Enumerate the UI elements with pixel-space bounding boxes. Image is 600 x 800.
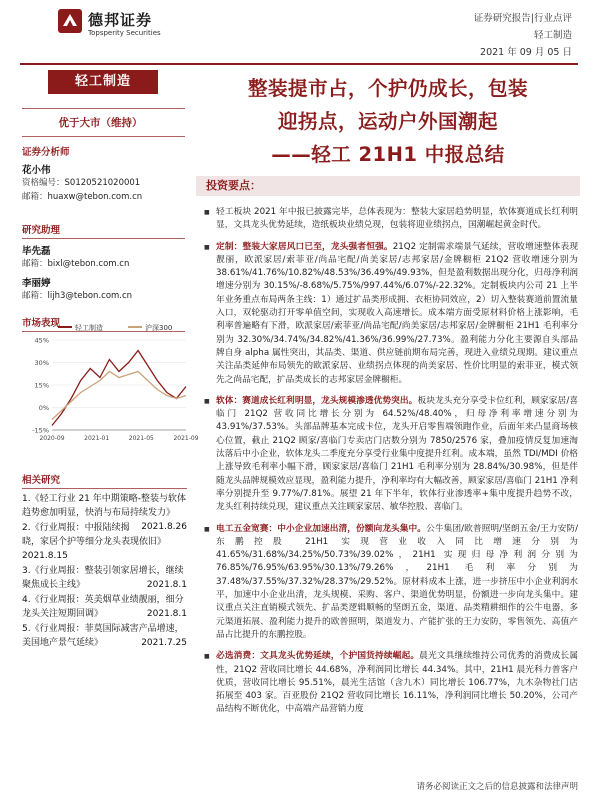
performance-chart-svg [22, 318, 199, 448]
divider [22, 488, 187, 489]
related-report-title: 5.《行业周报：菲莫国际减害产品增速，美国地产景气延续》 [22, 624, 184, 648]
related-section-title: 相关研究 [22, 475, 61, 486]
company-logo [58, 6, 178, 40]
brand-name-cn: 德邦证券 [88, 11, 153, 29]
assistant-email [22, 257, 185, 271]
title-line: 整装提市占，个护仍成长，包装 [247, 77, 528, 100]
key-point-text: 晨光文具继续维持公司优秀的消费成长属性，21Q2 营收同比增长 44.68%，净利润同比增长 44.34%。其中，21H1 晨光科力普客户优质，营收同比增长 95.51%，晨光生活馆（含九木）同比增长 106.77%，九木杂物社门店拓展至 403 家。百亚股份 21Q2 营收同比增长 16.11%，净利润同比增长 50.20%，公司产品结构不断优化，中高端产品营销力度 [216, 651, 579, 715]
key-point [204, 395, 578, 515]
report-sector: 轻工制造 [533, 30, 572, 41]
related-report[interactable] [22, 564, 187, 592]
left-sidebar [22, 70, 185, 332]
report-date: 2021 年 09 月 05 日 [480, 47, 572, 58]
related-report-title: 3.《行业周报：整装引领家居增长，继续聚焦成长主线》 [22, 566, 184, 590]
report-meta [474, 10, 572, 61]
y-tick-label: 15% [34, 381, 49, 390]
analyst-cert [22, 176, 185, 190]
cert-label: 资格编号： [22, 178, 65, 188]
logo-mark-icon [58, 9, 82, 33]
rating: 优于大市（维持） [58, 117, 143, 129]
series-line [52, 351, 186, 426]
related-report-date: 2021.8.26 [141, 522, 187, 532]
key-point [204, 206, 578, 233]
legend-label: 沪深300 [145, 324, 173, 332]
brand-name-en: Topsperity Securities [88, 29, 161, 37]
key-point-text: 公牛集团/欧普照明/坚朗五金/王力安防/东鹏控股 21H1 实现营业收入同比增速分别为 41.65%/31.68%/34.25%/50.73%/39.02%，21H1 实现归母净利润分别为 76.85%/76.95%/63.95%/30.13%/79.26%，21H1 毛利率分别为 37.48%/37.55%/37.32%/28.37%/29.52%。原材料成本上涨，进一步挤压中小企业利润水平，加速中小企业出清，龙头规模、采购、客户、渠道优势明显，份额进一步向龙头集中。建议重点关注直销模式领先、扩品类逻辑顺畅的坚朗五金，渠道、品类精耕细作的公牛电器，多元渠道拓展、盈利能力提升的欧普照明，渠道发力、产能扩张的王力安防，零售领先、高值产品占比提升的东鹏控股。 [216, 523, 578, 640]
key-point [204, 241, 578, 387]
key-point-lead: 软体：赛道成长红利明显，龙头规模渗透优势突出。 [216, 395, 418, 406]
email-link[interactable]: lijh3@tebon.com.cn [47, 291, 133, 301]
x-tick-label: 2021-05 [128, 435, 154, 442]
related-report[interactable] [22, 593, 187, 621]
email-link[interactable]: huaxw@tebon.com.cn [47, 192, 143, 202]
y-tick-label: 45% [34, 336, 49, 345]
related-report-date: 2021.8.1 [146, 609, 187, 619]
analyst-section-title: 证券分析师 [22, 147, 70, 158]
y-tick-label: -15% [32, 426, 49, 435]
key-point-text: 轻工板块 2021 年中报已披露完毕，总体表现为：整装大家居趋势明显，软体赛道成长红利明显，文具龙头优势延续，造纸板块业绩兑现，包装将迎业绩拐点，国潮崛起黄金时代。 [216, 207, 578, 231]
related-report-title: 2.《行业周报：中报陆续揭晓，家居个护等细分龙头表现依旧》 [22, 523, 167, 547]
related-report-title: 1.《轻工行业 21 年中期策略-整装与软体趋势愈加明显，快消与布局持续发力》 [22, 494, 187, 518]
key-point-lead: 电工五金宽赛：中小企业加速出清，份额向龙头集中。 [216, 523, 427, 534]
key-point [204, 650, 578, 716]
related-report[interactable] [22, 492, 187, 532]
email-link[interactable]: bixl@tebon.com.cn [47, 259, 130, 269]
x-tick-label: 2020-09 [39, 435, 65, 442]
x-tick-label: 2021-09 [173, 435, 199, 442]
sector-label: 轻工制造 [48, 70, 158, 94]
key-point-text: 板块龙头充分享受卡位红利，顾家家居/喜临门 21Q2 营收同比增长分别为 64.52%/48.40%，归母净利率增速分别为 43.91%/37.53%。头部品牌基本完成卡位，龙头开启零售端领跑作业，后面年来凸显商场核心位置，截止 21Q2 顾家/喜临门专卖店门店数分别为 7850/2576 家，叠加疫情反复加速淘汰落后中小企业，软体龙头二季度充分享受行业集中度提升红利。成本端，虽然 TDI/MDI 价格上涨导致毛利率小幅下滑，顾家家居/喜临门 21H1 毛利率分别为 28.84%/30.98%，但是伴随龙头品牌规模效应显现，盈利能力提升，净利率均有大幅改善，顾家家居/喜临门 21H1 净利率分别提升至 9.77%/7.81%。展望 21 年下半年，软体行业渗透率+集中度提升趋势不改，龙头红利持续兑现，建议重点关注顾家家居、敏华控股、喜临门。 [216, 395, 579, 513]
cert-value: S0120521020001 [64, 178, 141, 188]
header-divider [20, 63, 578, 65]
email-label: 邮箱： [22, 291, 48, 301]
y-tick-label: 30% [34, 359, 49, 367]
key-points-heading: 投资要点： [196, 176, 580, 196]
divider [22, 108, 185, 109]
key-point-lead: 必选消费：文具龙头优势延续，个护国货持续崛起。 [216, 651, 420, 662]
related-report-date: 2021.7.25 [141, 638, 187, 648]
market-performance-chart [22, 318, 199, 448]
assistant-name: 李丽婷 [22, 278, 51, 289]
assistant-email [22, 289, 185, 303]
key-point-lead: 定制：整装大家居风口已至，龙头强者恒强。 [216, 241, 393, 252]
email-label: 邮箱： [22, 192, 48, 202]
report-type: 证券研究报告|行业点评 [473, 13, 572, 24]
footer-disclaimer: 请务必阅读正文之后的信息披露和法律声明 [416, 782, 578, 792]
legend-label: 轻工制造 [75, 324, 103, 332]
title-line: 迎拐点，运动户外国潮起 [277, 110, 498, 133]
related-report-date: 2021.8.15 [22, 551, 68, 561]
related-report[interactable] [22, 622, 187, 650]
related-report-date: 2021.8.1 [146, 580, 187, 590]
assistant-section-title: 研究助理 [22, 225, 61, 236]
y-tick-label: 0% [38, 404, 49, 412]
report-title [196, 72, 580, 171]
related-report-title: 4.《行业周报：英美烟草业绩靓丽，细分龙头关注短期回调》 [22, 595, 184, 619]
email-label: 邮箱： [22, 259, 48, 269]
assistant-name: 毕先磊 [22, 246, 51, 257]
related-research [22, 465, 187, 650]
divider [22, 136, 185, 137]
key-points-list [204, 206, 578, 725]
chart-section-title: 市场表现 [22, 318, 61, 329]
title-line: ——轻工 21H1 中报总结 [271, 143, 505, 166]
key-point-text: 21Q2 定制需求端景气延续，营收增速整体表现靓丽，欧派家居/索菲亚/尚品宅配/尚美家居/志邦家居/金牌橱柜 21Q2 营收增速分别为 38.61%/41.76%/10.82%/48.53%/36.49%/49.93%，但是盈利数据出现分化，归母净利润增速分别为 30.15%/-8.68%/5.75%/997.44%/6.07%/-22.32%。定制板块内公司 21 上半年业务重点布局两条主线：1）通过扩品类形成拥、衣柜协同效应，2）切入整装赛道前置流量入口，双轮驱动打开零单值空间，实现收入高速增长。成本端方面受原材料价格上涨影响，毛利率普遍略有下滑，欧派家居/索菲亚/尚品宅配/尚美家居/志邦家居/金牌橱柜 21H1 毛利率分别为 32.30%/34.74%/34.82%/41.36%/36.99%/27.73%。盈利能力分化主要源自头部品牌自身 alpha 属性突出，其品类、渠道、供应链前期布局完善，现进入业绩兑现期。建议重点关注品类延伸布局领先的欧派家居、业绩拐点体现的尚美家居、性价比明显的索菲亚，模式领先之尚品宅配，扩品类成长的志邦家居金牌橱柜。 [216, 241, 579, 385]
divider [22, 238, 185, 239]
key-point [204, 523, 578, 643]
analyst-name: 花小伟 [22, 165, 51, 176]
analyst-email [22, 190, 185, 204]
x-tick-label: 2021-01 [84, 435, 110, 442]
